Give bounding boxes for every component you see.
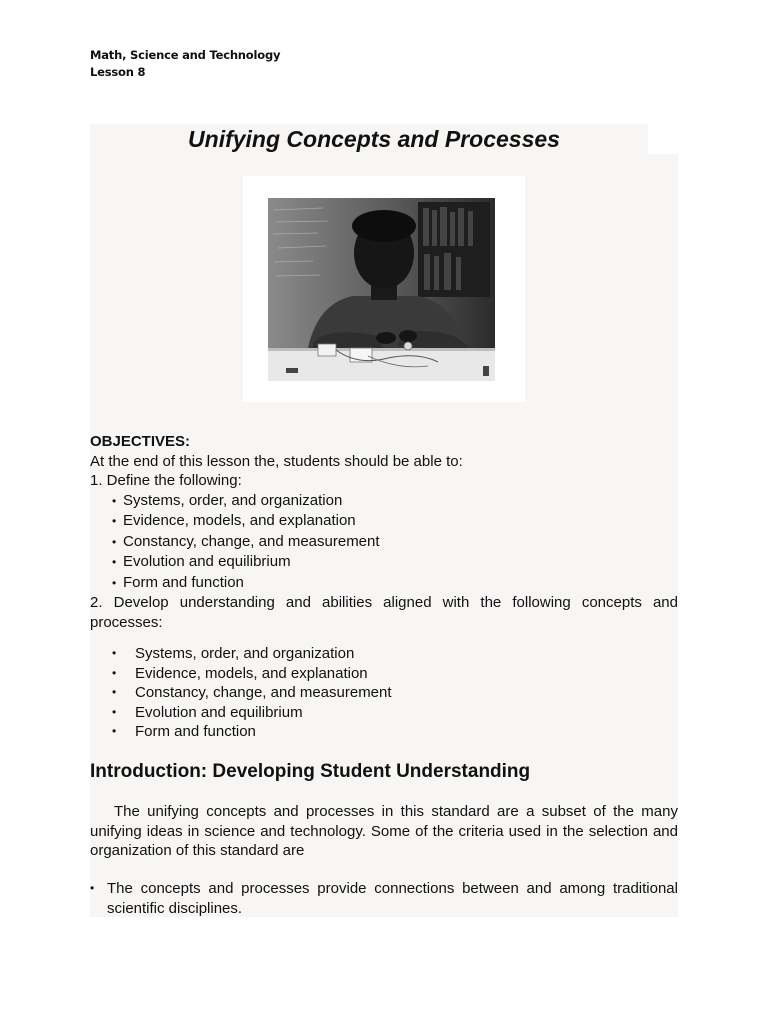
list-item: • Evidence, models, and explanation xyxy=(112,511,678,532)
list-item: • Constancy, change, and measurement xyxy=(112,532,678,553)
objectives-section xyxy=(90,432,678,632)
course-name: Math, Science and Technology xyxy=(90,48,281,62)
list-item: • Evolution and equilibrium xyxy=(112,552,678,573)
objective-item-2: 2. Develop understanding and abilities aligned with the following concepts and processes: xyxy=(90,594,678,631)
student-building-circuit-photo-icon xyxy=(268,198,495,381)
list-item: • Systems, order, and organization xyxy=(90,644,678,664)
lesson-number: Lesson 8 xyxy=(90,65,146,79)
introduction-heading: Introduction: Developing Student Understanding xyxy=(90,761,531,782)
define-list xyxy=(90,491,678,594)
student-photo xyxy=(268,198,495,381)
list-item: • Evidence, models, and explanation xyxy=(90,664,678,684)
list-item: • Evolution and equilibrium xyxy=(90,703,678,723)
introduction-bullet xyxy=(90,879,678,918)
list-item: The concepts and processes provide connections between and among traditional scientific disciplines. xyxy=(107,880,678,917)
list-item: • Constancy, change, and measurement xyxy=(90,683,678,703)
page-title: Unifying Concepts and Processes xyxy=(188,126,560,152)
objectives-heading: OBJECTIVES: xyxy=(90,433,191,450)
list-item: • Form and function xyxy=(112,573,678,594)
list-item: • Form and function xyxy=(90,722,678,742)
introduction-paragraph: The unifying concepts and processes in this standard are a subset of the many unifying ideas in science and technology. Some of the criteria used in the selection and organization of this standard are xyxy=(90,803,678,859)
list-item: • Systems, order, and organization xyxy=(112,491,678,512)
objective-item-1: 1. Define the following: xyxy=(90,472,242,489)
document-header xyxy=(90,47,280,81)
bullet-icon: • xyxy=(90,881,95,895)
objectives-intro: At the end of this lesson the, students should be able to: xyxy=(90,452,463,470)
develop-list xyxy=(90,644,678,742)
